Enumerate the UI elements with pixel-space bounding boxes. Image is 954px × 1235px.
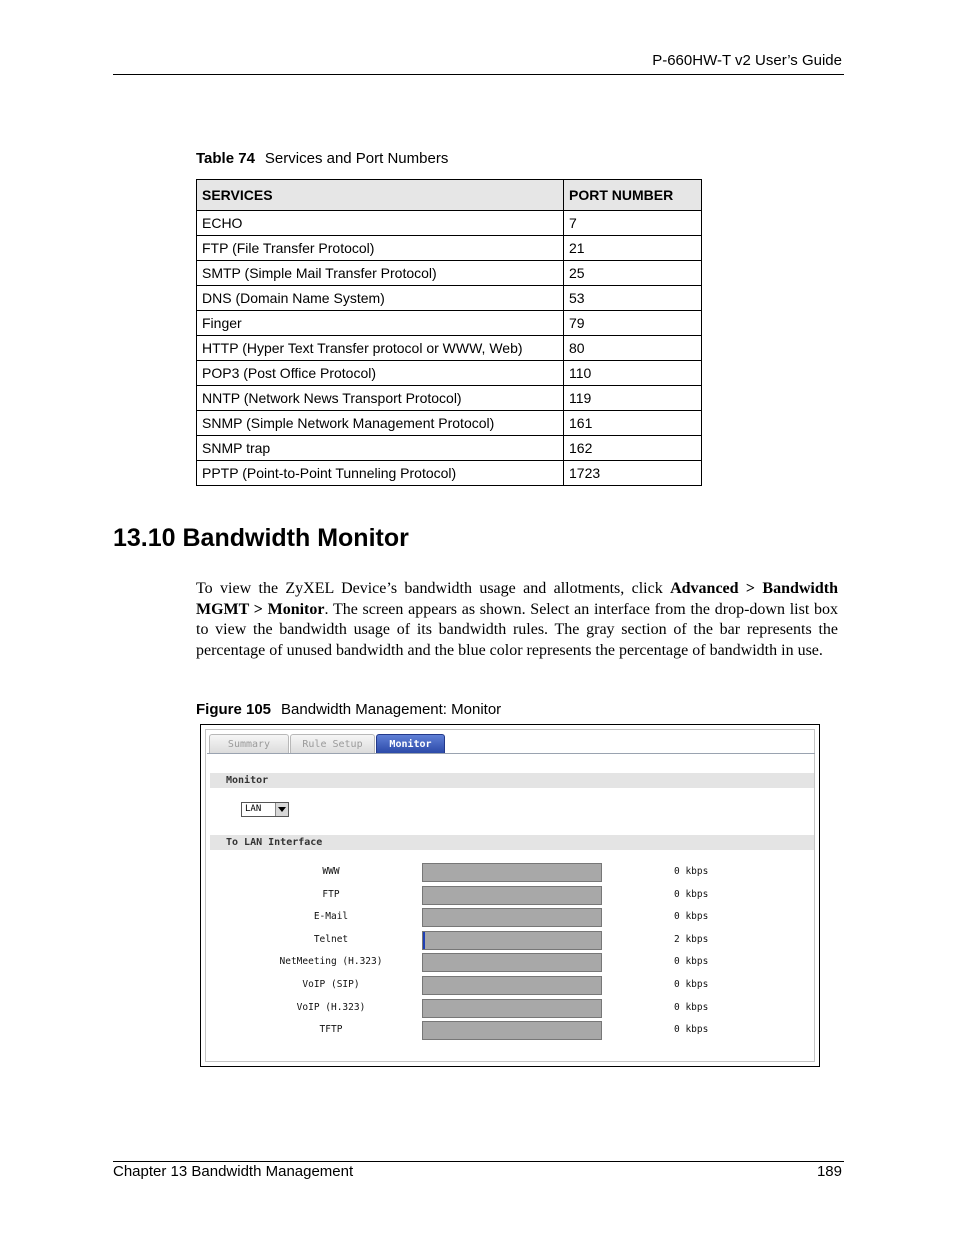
port-number-cell: 80 <box>564 336 702 361</box>
usage-bar-fill <box>423 932 425 949</box>
table-row <box>197 461 702 486</box>
table-caption-label: Table 74 <box>196 150 255 167</box>
bandwidth-rule-row <box>206 931 814 951</box>
usage-bar <box>422 886 602 905</box>
monitor-panel <box>205 729 815 1062</box>
port-number-cell: 79 <box>564 311 702 336</box>
table-row <box>197 261 702 286</box>
service-name-cell: HTTP (Hyper Text Transfer protocol or WWW, Web) <box>197 336 564 361</box>
table-row <box>197 211 702 236</box>
service-name-cell: POP3 (Post Office Protocol) <box>197 361 564 386</box>
rule-name: E-Mail <box>313 911 349 923</box>
rule-rate: 0 kbps <box>674 911 709 923</box>
guide-title: P-660HW-T v2 User’s Guide <box>652 52 842 69</box>
table-row <box>197 411 702 436</box>
section-heading: 13.10 Bandwidth Monitor <box>113 524 409 552</box>
tab-summary[interactable]: Summary <box>209 734 289 753</box>
page-number: 189 <box>816 1163 842 1180</box>
port-number-cell: 161 <box>564 411 702 436</box>
para-text-2: . The screen appears as shown. Select an interface from the drop-down list box to view the bandwidth usage of its bandwidth rules. The gray section of the bar represents the percentage of unused bandwidth and the blue color represents the percentage of bandwidth in use. <box>196 600 839 659</box>
table-row <box>197 361 702 386</box>
table-row <box>197 336 702 361</box>
bandwidth-rule-row <box>206 863 814 883</box>
bandwidth-rule-row <box>206 999 814 1019</box>
service-name-cell: SMTP (Simple Mail Transfer Protocol) <box>197 261 564 286</box>
rule-rate: 0 kbps <box>674 866 709 877</box>
bandwidth-rule-row <box>206 1021 814 1041</box>
usage-bar <box>422 931 602 950</box>
bandwidth-rule-row <box>206 908 814 928</box>
services-table-body <box>197 211 702 486</box>
service-name-cell: FTP (File Transfer Protocol) <box>197 236 564 261</box>
usage-bar <box>422 1021 602 1040</box>
rule-rate: 0 kbps <box>674 888 709 900</box>
rule-name: VoIP (SIP) <box>302 979 360 990</box>
service-name-cell: Finger <box>197 311 564 336</box>
tab-monitor[interactable]: Monitor <box>376 734 445 753</box>
service-name-cell: SNMP trap <box>197 436 564 461</box>
service-name-cell: NNTP (Network News Transport Protocol) <box>197 386 564 411</box>
rule-rate: 0 kbps <box>674 1024 709 1036</box>
interface-select[interactable] <box>241 802 289 817</box>
tab-bar <box>207 732 815 754</box>
port-number-cell: 7 <box>564 211 702 236</box>
figure-caption <box>196 701 501 718</box>
monitor-screenshot <box>200 724 820 1067</box>
section-paragraph <box>196 579 838 661</box>
port-number-cell: 110 <box>564 361 702 386</box>
usage-bar <box>422 953 602 972</box>
menu-path: Advanced > Bandwidth MGMT > Monitor <box>196 580 838 618</box>
rule-rate: 0 kbps <box>674 1001 709 1013</box>
footer-chapter: Chapter 13 Bandwidth Management <box>113 1163 354 1180</box>
bandwidth-rule-row <box>206 976 814 996</box>
chevron-down-icon[interactable] <box>275 803 288 816</box>
service-name-cell: ECHO <box>197 211 564 236</box>
tab-rule-setup[interactable]: Rule Setup <box>290 734 375 753</box>
interface-select-value: LAN <box>245 804 262 814</box>
usage-bar <box>422 863 602 882</box>
table-row <box>197 386 702 411</box>
column-header-services: SERVICES <box>197 180 564 211</box>
services-table <box>196 179 702 486</box>
usage-bar <box>422 999 602 1018</box>
port-number-cell: 119 <box>564 386 702 411</box>
service-name-cell: DNS (Domain Name System) <box>197 286 564 311</box>
monitor-section-heading: Monitor <box>210 773 814 788</box>
bandwidth-rule-row <box>206 886 814 906</box>
figure-caption-text: Bandwidth Management: Monitor <box>281 701 502 718</box>
usage-bar <box>422 976 602 995</box>
rule-name: NetMeeting (H.323) <box>279 956 383 968</box>
table-caption <box>196 150 448 167</box>
port-number-cell: 1723 <box>564 461 702 486</box>
port-number-cell: 25 <box>564 261 702 286</box>
service-name-cell: SNMP (Simple Network Management Protocol) <box>197 411 564 436</box>
table-row <box>197 286 702 311</box>
rule-rate: 0 kbps <box>674 956 709 968</box>
interface-section-heading: To LAN Interface <box>210 835 814 850</box>
para-text-1: To view the ZyXEL Device’s bandwidth usage and allotments, click <box>196 580 671 597</box>
rule-name: Telnet <box>313 933 349 945</box>
table-header-row <box>197 180 702 211</box>
page-footer <box>113 1161 844 1184</box>
bandwidth-rule-row <box>206 953 814 973</box>
service-name-cell: PPTP (Point-to-Point Tunneling Protocol) <box>197 461 564 486</box>
column-header-port-number: PORT NUMBER <box>564 180 702 211</box>
rule-name: TFTP <box>319 1024 343 1036</box>
rule-rate: 0 kbps <box>674 979 709 990</box>
port-number-cell: 21 <box>564 236 702 261</box>
rule-name: VoIP (H.323) <box>296 1001 366 1013</box>
port-number-cell: 162 <box>564 436 702 461</box>
rule-name: FTP <box>322 888 340 900</box>
rule-rate: 2 kbps <box>674 933 709 945</box>
table-row <box>197 236 702 261</box>
rule-name: WWW <box>322 866 340 877</box>
usage-bar <box>422 908 602 927</box>
page-header <box>113 52 844 75</box>
port-number-cell: 53 <box>564 286 702 311</box>
table-row <box>197 436 702 461</box>
table-caption-text: Services and Port Numbers <box>264 150 449 167</box>
figure-caption-label: Figure 105 <box>196 701 272 718</box>
table-row <box>197 311 702 336</box>
